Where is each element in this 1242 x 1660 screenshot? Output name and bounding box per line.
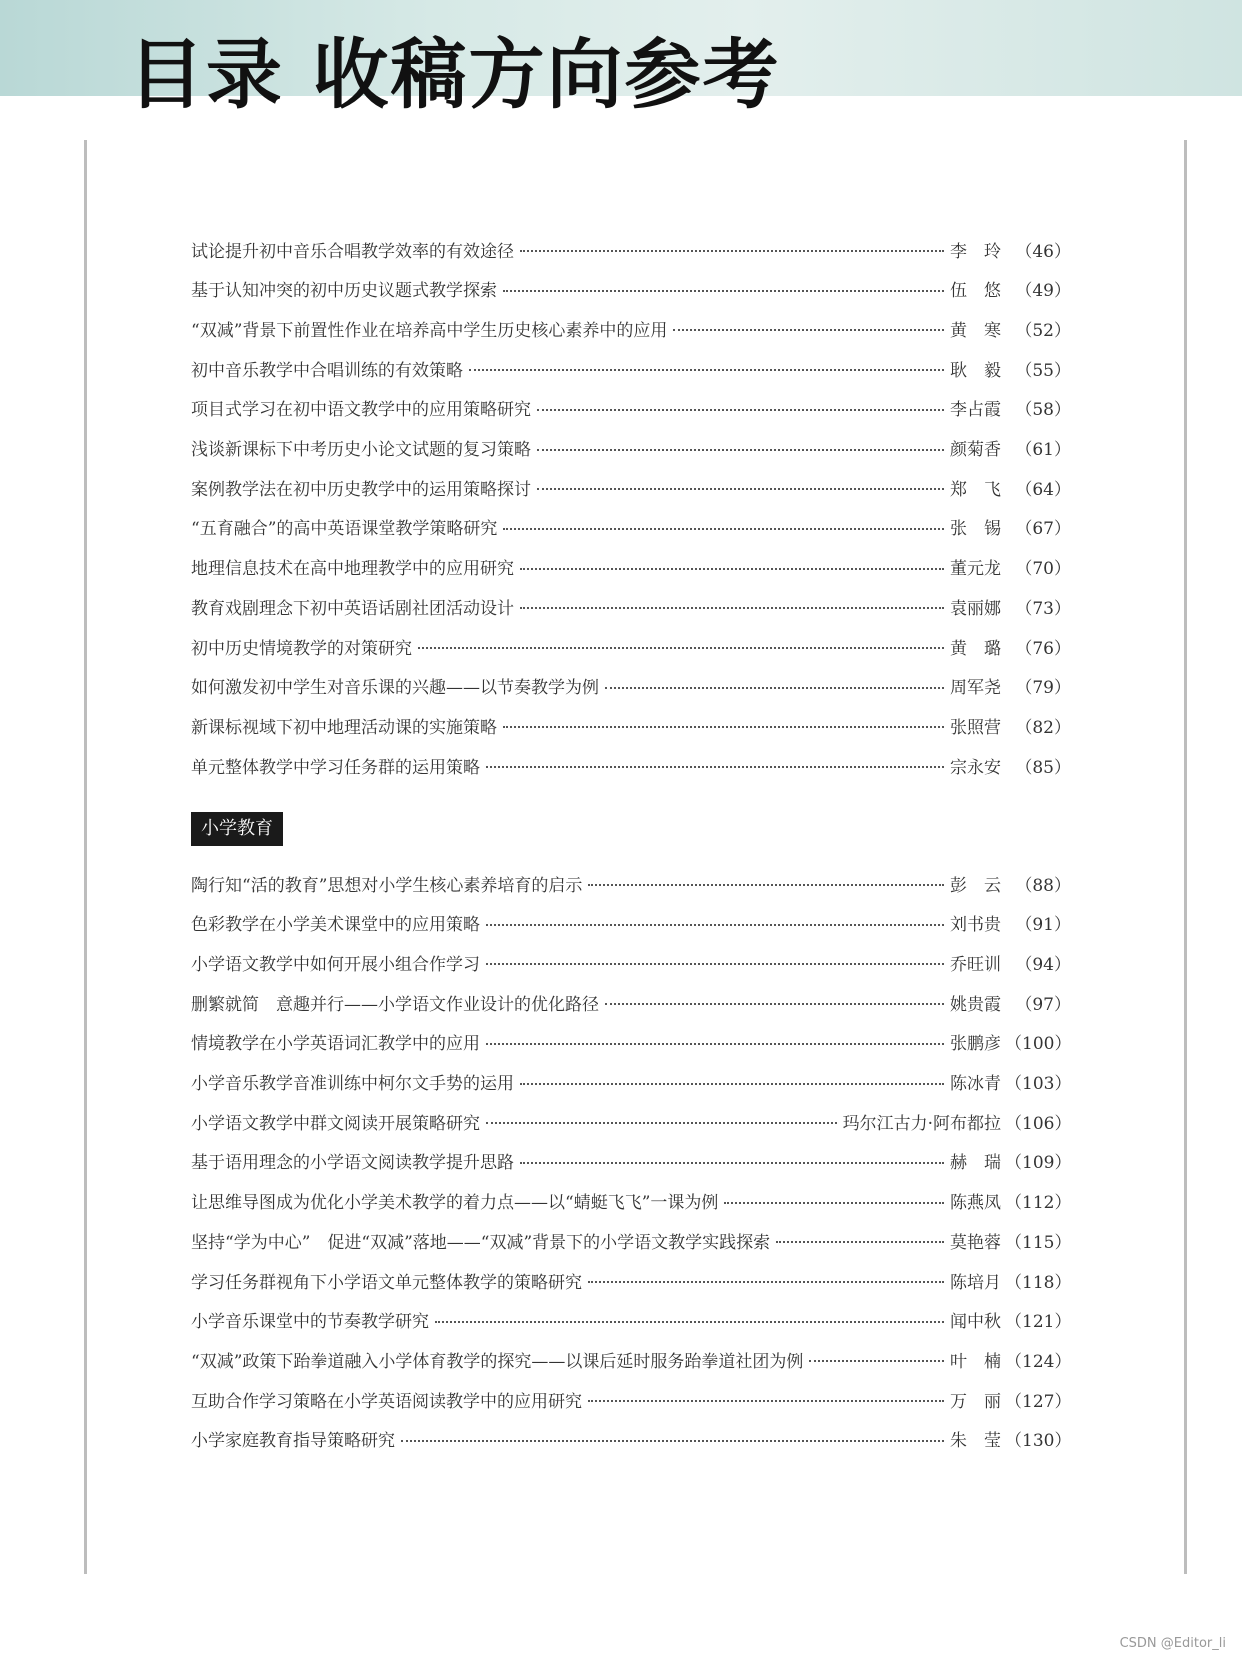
toc-entry-author: 张鹏彦: [950, 1034, 1001, 1055]
toc-entry: [191, 512, 1071, 542]
toc-entry-title: 让思维导图成为优化小学美术教学的着力点——以“蜻蜓飞飞”一课为例: [191, 1193, 719, 1214]
toc-entry: [191, 671, 1071, 701]
toc-entry-page: （61）: [1015, 440, 1071, 460]
toc-entry-author: 周军尧: [950, 678, 1001, 699]
toc-entry-author: 刘书贵: [950, 915, 1001, 936]
dot-leader: [520, 250, 944, 252]
toc-entry-page: （127）: [1005, 1391, 1072, 1412]
banner-title: 目录 收稿方向参考: [128, 30, 781, 119]
toc-entry-title: “五育融合”的高中英语课堂教学策略研究: [191, 519, 498, 540]
dot-leader: [520, 607, 944, 609]
toc-entry-page: （106）: [1005, 1113, 1072, 1134]
toc-entry-page: （46）: [1015, 241, 1071, 262]
toc-entry-page: （76）: [1015, 638, 1071, 659]
toc-entry-author: 彭 云: [950, 875, 1001, 896]
toc-entry-page: （67）: [1015, 519, 1071, 540]
toc-entry-page: （94）: [1015, 954, 1071, 975]
toc-entry-title: 互助合作学习策略在小学英语阅读教学中的应用研究: [191, 1391, 582, 1412]
toc-entry: [191, 1305, 1071, 1335]
toc-entry-author: 张照营: [950, 717, 1001, 738]
dot-leader: [605, 1003, 944, 1005]
toc-entry-title: 如何激发初中学生对音乐课的兴趣——以节奏教学为例: [191, 678, 599, 699]
toc-entry-title: 陶行知“活的教育”思想对小学生核心素养培育的启示: [191, 875, 583, 896]
toc-entry-page: （85）: [1015, 757, 1071, 778]
toc-entry-author: 张 锡: [950, 519, 1001, 540]
toc-entry-title: 初中音乐教学中合唱训练的有效策略: [191, 360, 463, 381]
toc-entry-page: （79）: [1015, 678, 1071, 699]
toc-entry: [191, 987, 1071, 1017]
dot-leader: [401, 1440, 944, 1442]
dot-leader: [588, 884, 944, 886]
toc-entry-title: 地理信息技术在高中地理教学中的应用研究: [191, 559, 514, 580]
toc-entry-title: 试论提升初中音乐合唱教学效率的有效途径: [191, 241, 514, 262]
toc-entry-title: 项目式学习在初中语文教学中的应用策略研究: [191, 400, 531, 421]
section-label-primary: 小学教育: [191, 812, 283, 846]
toc-entry: [191, 947, 1071, 977]
toc-entry-page: （82）: [1015, 717, 1071, 738]
toc-entry: [191, 908, 1071, 938]
dot-leader: [605, 687, 944, 689]
toc-entry-title: 案例教学法在初中历史教学中的运用策略探讨: [191, 479, 531, 500]
toc-entry-title: 情境教学在小学英语词汇教学中的应用: [191, 1034, 480, 1055]
toc-entry-title: 基于语用理念的小学语文阅读教学提升思路: [191, 1153, 514, 1174]
toc-entry: [191, 1384, 1071, 1414]
toc-entry-author: 赫 瑞: [950, 1153, 1001, 1174]
toc-entry-page: （130）: [1005, 1431, 1072, 1452]
toc-entry-page: （103）: [1005, 1074, 1072, 1094]
dot-leader: [520, 1083, 944, 1085]
toc-entry-author: 陈冰青: [950, 1074, 1001, 1094]
toc-entry-author: 董元龙: [950, 559, 1001, 580]
toc-entry: [191, 274, 1071, 304]
toc-entry-title: 基于认知冲突的初中历史议题式教学探索: [191, 281, 497, 302]
toc-entry-page: （124）: [1005, 1351, 1072, 1372]
dot-leader: [588, 1400, 944, 1402]
toc-entry: [191, 1146, 1071, 1176]
toc-entry-page: （73）: [1015, 598, 1071, 619]
toc-entry-author: 闻中秋: [950, 1312, 1001, 1333]
toc-entry-author: 郑 飞: [950, 479, 1001, 500]
dot-leader: [503, 290, 944, 292]
dot-leader: [486, 1122, 837, 1124]
toc-entry-page: （52）: [1015, 320, 1071, 341]
toc-entry-page: （64）: [1015, 479, 1071, 500]
dot-leader: [537, 449, 944, 451]
toc-entry-page: （88）: [1015, 875, 1071, 896]
toc-entry-page: （97）: [1015, 994, 1071, 1015]
toc-entry-title: 浅谈新课标下中考历史小论文试题的复习策略: [191, 440, 531, 460]
page-edge-right: [1184, 140, 1187, 1574]
dot-leader: [486, 963, 944, 965]
dot-leader: [435, 1321, 944, 1323]
dot-leader: [520, 568, 944, 570]
dot-leader: [537, 409, 944, 411]
toc-entry-author: 陈培月: [950, 1272, 1001, 1293]
dot-leader: [486, 766, 944, 768]
watermark: CSDN @Editor_li: [1119, 1636, 1226, 1651]
toc-entry-title: 色彩教学在小学美术课堂中的应用策略: [191, 915, 480, 936]
toc-entry: [191, 710, 1071, 740]
toc-entry-title: 学习任务群视角下小学语文单元整体教学的策略研究: [191, 1272, 582, 1293]
toc-entry-author: 黄 寒: [950, 320, 1001, 341]
toc-entry-author: 宗永安: [950, 757, 1001, 778]
toc-entry-page: （112）: [1005, 1193, 1072, 1214]
dot-leader: [776, 1241, 944, 1243]
toc-entry-page: （58）: [1015, 400, 1071, 421]
toc-entry: [191, 750, 1071, 780]
toc-entry: [191, 591, 1071, 621]
toc-entry: [191, 234, 1071, 264]
toc-entry-title: 小学音乐教学音准训练中柯尔文手势的运用: [191, 1074, 514, 1094]
toc-entry: [191, 1265, 1071, 1295]
dot-leader: [724, 1202, 944, 1204]
toc-entry-page: （118）: [1005, 1272, 1072, 1293]
toc-entry: [191, 1027, 1071, 1057]
dot-leader: [469, 369, 944, 371]
toc-entry-author: 颜菊香: [950, 440, 1001, 460]
toc-entry-title: 单元整体教学中学习任务群的运用策略: [191, 757, 480, 778]
toc-entry-title: 新课标视域下初中地理活动课的实施策略: [191, 717, 497, 738]
dot-leader: [809, 1360, 944, 1362]
dot-leader: [588, 1281, 944, 1283]
toc-entry-author: 玛尔江古力·阿布都拉: [842, 1113, 1001, 1134]
toc-entry-page: （91）: [1015, 915, 1071, 936]
toc-entry-page: （109）: [1005, 1153, 1072, 1174]
toc-entry: [191, 552, 1071, 582]
toc-entry-title: 初中历史情境教学的对策研究: [191, 638, 412, 659]
dot-leader: [520, 1162, 944, 1164]
toc-entry: [191, 631, 1071, 661]
toc-entry-title: 小学家庭教育指导策略研究: [191, 1431, 395, 1452]
toc-entry-author: 李占霞: [950, 400, 1001, 421]
toc-entry: [191, 1067, 1071, 1097]
toc-entry: [191, 393, 1071, 423]
toc-entry-author: 姚贵霞: [950, 994, 1001, 1015]
toc-entry-title: 小学语文教学中如何开展小组合作学习: [191, 954, 480, 975]
toc-entry-author: 袁丽娜: [950, 598, 1001, 619]
toc-entry-author: 黄 璐: [950, 638, 1001, 659]
toc-entry-title: 删繁就简 意趣并行——小学语文作业设计的优化路径: [191, 994, 599, 1015]
toc-entry: [191, 1424, 1071, 1454]
toc-entry-author: 朱 莹: [950, 1431, 1001, 1452]
toc-entry-author: 叶 楠: [950, 1351, 1001, 1372]
toc-entry-author: 耿 毅: [950, 360, 1001, 381]
toc-entry-title: “双减”政策下跆拳道融入小学体育教学的探究——以课后延时服务跆拳道社团为例: [191, 1351, 804, 1372]
toc-entry-page: （100）: [1005, 1034, 1072, 1055]
toc-entry: [191, 313, 1071, 343]
toc-entry-page: （49）: [1015, 281, 1071, 302]
toc-entry-page: （121）: [1005, 1312, 1072, 1333]
toc-entry: [191, 472, 1071, 502]
toc-entry: [191, 1225, 1071, 1255]
toc-entry-author: 乔旺训: [950, 954, 1001, 975]
dot-leader: [486, 924, 944, 926]
toc-entry: [191, 1106, 1071, 1136]
toc-entry-title: 小学音乐课堂中的节奏教学研究: [191, 1312, 429, 1333]
toc-entry-page: （115）: [1005, 1232, 1072, 1253]
dot-leader: [673, 329, 944, 331]
dot-leader: [418, 647, 944, 649]
toc-entry-title: 教育戏剧理念下初中英语话剧社团活动设计: [191, 598, 514, 619]
toc-entry-page: （70）: [1015, 559, 1071, 580]
toc-entry: [191, 1186, 1071, 1216]
toc-entry-title: 小学语文教学中群文阅读开展策略研究: [191, 1113, 480, 1134]
toc-entry-title: “双减”背景下前置性作业在培养高中学生历史核心素养中的应用: [191, 320, 668, 341]
toc-entry-author: 莫艳蓉: [950, 1232, 1001, 1253]
dot-leader: [537, 488, 944, 490]
toc-entry: [191, 1344, 1071, 1374]
toc-entry-title: 坚持“学为中心” 促进“双减”落地——“双减”背景下的小学语文教学实践探索: [191, 1232, 771, 1253]
toc-entry: [191, 433, 1071, 463]
toc-entry-author: 陈燕凤: [950, 1193, 1001, 1214]
toc-entry: [191, 353, 1071, 383]
toc-entry-author: 伍 悠: [950, 281, 1001, 302]
toc-entry-author: 李 玲: [950, 241, 1001, 262]
page-edge-left: [84, 140, 87, 1574]
toc-entry-author: 万 丽: [950, 1391, 1001, 1412]
dot-leader: [503, 726, 944, 728]
dot-leader: [503, 528, 944, 530]
toc-entry: [191, 868, 1071, 898]
toc-entry-page: （55）: [1015, 360, 1071, 381]
dot-leader: [486, 1043, 944, 1045]
